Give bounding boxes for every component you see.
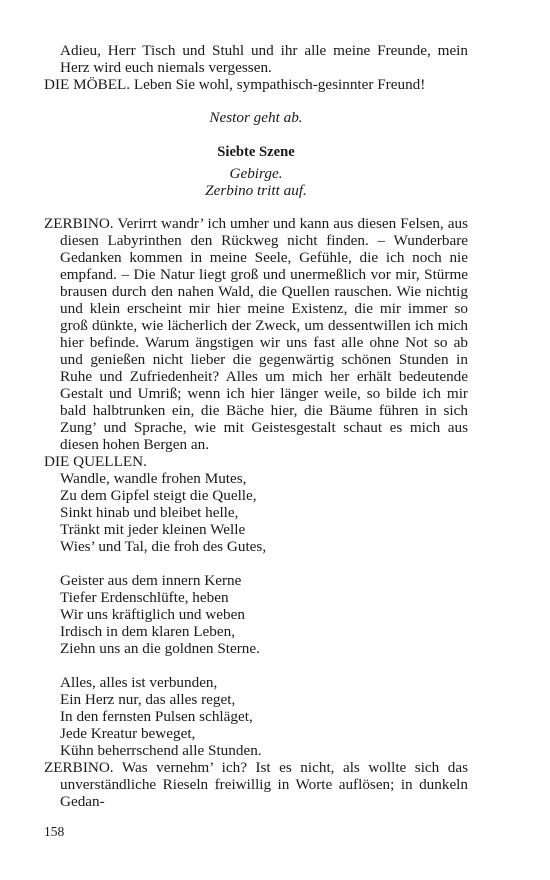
verse-line: Ziehn uns an die goldnen Sterne. — [60, 640, 260, 657]
speech-die-moebel — [44, 76, 468, 93]
scene-heading: Siebte Szene — [217, 144, 295, 160]
verse-line: Kühn beherrschend alle Stunden. — [60, 742, 262, 759]
verse-line: Sinkt hinab und bleibet helle, — [60, 504, 239, 521]
verse-line: Jede Kreatur beweget, — [60, 725, 196, 742]
verse-stanza-3 — [44, 674, 468, 759]
speaker-label: DIE MÖBEL. — [44, 76, 131, 93]
verse-line: Ein Herz nur, das alles reget, — [60, 691, 236, 708]
page-number: 158 — [44, 824, 65, 839]
verse-line: Tiefer Erdenschlüfte, heben — [60, 589, 229, 606]
speaker-label: ZERBINO. — [44, 759, 114, 776]
speech-zerbino — [44, 759, 468, 810]
verse-stanza-2 — [44, 572, 468, 657]
verse-line: Tränkt mit jeder kleinen Welle — [60, 521, 246, 538]
speech-text: Verirrt wandr’ ich umher und kann aus diesen Felsen, aus diesen Labyrinthen den Rückweg nicht finden. – Wunderbare Gedanken kommen in meine Seele, Gefühle, die ich noch nie empfand. – Die Natur liegt groß und unermeßlich vor mir, Stürme brausen durch den nahen Wald, die Quellen rauschen. Wie nichtig und klein erscheint mir hier meine Existenz, die mir immer so groß dünkte, wie lächerlich der Zweck, um dessentwillen ich mich hier befinde. Warum ängstigen wir uns fast alle ohne Not so ab und genießen nicht lieber die gegenwärtig schönen Stunden in Ruhe und Zufriedenheit? Alles um mich her erhält bedeutende Gestalt und Umriß; wenn ich hier länger weile, so bilde ich mir bald halbtrunken ein, die Bäche hier, die Bäume führen in sich Zung’ und Sprache, wie mit Geistesgestalt schaut es mich aus diesen hohen Bergen an. — [60, 215, 468, 453]
verse-line: In den fernsten Pulsen schläget, — [60, 708, 253, 725]
verse-stanza-1 — [44, 470, 468, 555]
continued-speech: Adieu, Herr Tisch und Stuhl und ihr alle meine Freunde, mein Herz wird euch niemals vergessen. — [60, 42, 468, 76]
verse-line: Wir uns kräftiglich und weben — [60, 606, 245, 623]
page-body — [44, 42, 468, 810]
verse-line: Wies’ und Tal, die froh des Gutes, — [60, 538, 267, 555]
verse-line: Alles, alles ist verbunden, — [60, 674, 218, 691]
stage-direction: Nestor geht ab. — [209, 109, 303, 126]
verse-line: Geister aus dem innern Kerne — [60, 572, 242, 589]
scene-place: Gebirge. — [229, 165, 283, 182]
verse-line: Zu dem Gipfel steigt die Quelle, — [60, 487, 257, 504]
verse-line: Irdisch in dem klaren Leben, — [60, 623, 236, 640]
speech-text: Was vernehm’ ich? Ist es nicht, als wollte sich das unverständliche Rieseln freiwillig in Worte auflösen; in dunkeln Gedan- — [60, 759, 468, 810]
speaker-label: ZERBINO. — [44, 215, 114, 232]
stanza-gap — [44, 555, 468, 572]
speech-zerbino — [44, 215, 468, 453]
verse-line: Wandle, wandle frohen Mutes, — [60, 470, 247, 487]
speech-text: Leben Sie wohl, sympathisch-gesinnter Freund! — [133, 76, 426, 93]
scene-entry: Zerbino tritt auf. — [205, 182, 307, 199]
speaker-die-quellen: DIE QUELLEN. — [44, 453, 147, 470]
stanza-gap — [44, 657, 468, 674]
